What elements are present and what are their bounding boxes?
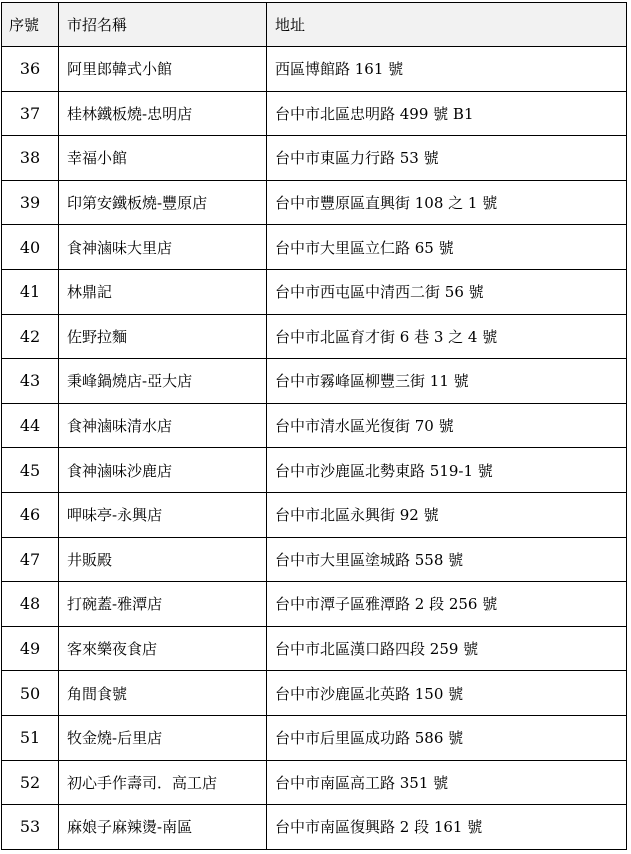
row-store-name: 林鼎記 <box>59 269 267 314</box>
row-store-name: 食神滷味清水店 <box>59 403 267 448</box>
row-store-name: 牧金燒-后里店 <box>59 715 267 760</box>
table-header <box>2 3 627 47</box>
row-serial-number: 37 <box>2 91 59 136</box>
row-store-name: 阿里郎韓式小館 <box>59 47 267 92</box>
row-address: 台中市北區忠明路 499 號 B1 <box>267 91 627 136</box>
row-store-name: 幸福小館 <box>59 136 267 181</box>
row-serial-number: 53 <box>2 805 59 850</box>
row-address: 台中市沙鹿區北勢東路 519-1 號 <box>267 448 627 493</box>
row-serial-number: 51 <box>2 715 59 760</box>
row-address: 台中市北區永興街 92 號 <box>267 492 627 537</box>
row-address: 台中市后里區成功路 586 號 <box>267 715 627 760</box>
row-serial-number: 38 <box>2 136 59 181</box>
row-serial-number: 43 <box>2 359 59 404</box>
row-address: 台中市霧峰區柳豐三街 11 號 <box>267 359 627 404</box>
row-address: 台中市清水區光復街 70 號 <box>267 403 627 448</box>
row-serial-number: 49 <box>2 626 59 671</box>
header-row <box>2 3 627 47</box>
row-address: 台中市東區力行路 53 號 <box>267 136 627 181</box>
row-address: 台中市南區高工路 351 號 <box>267 760 627 805</box>
row-store-name: 秉峰鍋燒店-亞大店 <box>59 359 267 404</box>
table-row <box>2 760 627 805</box>
row-serial-number: 44 <box>2 403 59 448</box>
table-row <box>2 671 627 716</box>
row-serial-number: 39 <box>2 180 59 225</box>
row-serial-number: 50 <box>2 671 59 716</box>
row-address: 台中市西屯區中清西二街 56 號 <box>267 269 627 314</box>
table-row <box>2 403 627 448</box>
row-address: 台中市北區漢口路四段 259 號 <box>267 626 627 671</box>
row-store-name: 打碗蓋-雅潭店 <box>59 582 267 627</box>
table-row <box>2 626 627 671</box>
row-address: 台中市沙鹿區北英路 150 號 <box>267 671 627 716</box>
row-store-name: 井販殿 <box>59 537 267 582</box>
table-row <box>2 47 627 92</box>
row-address: 台中市大里區塗城路 558 號 <box>267 537 627 582</box>
row-serial-number: 45 <box>2 448 59 493</box>
table-row <box>2 582 627 627</box>
table-row <box>2 225 627 270</box>
table-body <box>2 47 627 850</box>
restaurant-list-table <box>1 2 627 850</box>
table-row <box>2 715 627 760</box>
row-serial-number: 48 <box>2 582 59 627</box>
row-store-name: 桂林鐵板燒-忠明店 <box>59 91 267 136</box>
table-row <box>2 359 627 404</box>
row-address: 台中市北區育才街 6 巷 3 之 4 號 <box>267 314 627 359</box>
row-store-name: 角間食號 <box>59 671 267 716</box>
row-store-name: 麻娘子麻辣燙-南區 <box>59 805 267 850</box>
row-serial-number: 47 <box>2 537 59 582</box>
table-row <box>2 537 627 582</box>
header-serial-number: 序號 <box>2 3 59 47</box>
row-serial-number: 52 <box>2 760 59 805</box>
row-store-name: 佐野拉麵 <box>59 314 267 359</box>
row-store-name: 食神滷味大里店 <box>59 225 267 270</box>
table-row <box>2 314 627 359</box>
row-store-name: 客來樂夜食店 <box>59 626 267 671</box>
row-store-name: 呷味亭-永興店 <box>59 492 267 537</box>
row-store-name: 食神滷味沙鹿店 <box>59 448 267 493</box>
table-row <box>2 492 627 537</box>
row-address: 西區博館路 161 號 <box>267 47 627 92</box>
table-row <box>2 448 627 493</box>
row-serial-number: 42 <box>2 314 59 359</box>
header-address: 地址 <box>267 3 627 47</box>
row-address: 台中市豐原區直興街 108 之 1 號 <box>267 180 627 225</box>
header-store-name: 市招名稱 <box>59 3 267 47</box>
row-serial-number: 41 <box>2 269 59 314</box>
table-row <box>2 180 627 225</box>
row-store-name: 印第安鐵板燒-豐原店 <box>59 180 267 225</box>
table-row <box>2 805 627 850</box>
row-store-name: 初心手作壽司．高工店 <box>59 760 267 805</box>
table-row <box>2 136 627 181</box>
row-address: 台中市潭子區雅潭路 2 段 256 號 <box>267 582 627 627</box>
row-serial-number: 46 <box>2 492 59 537</box>
row-serial-number: 40 <box>2 225 59 270</box>
row-serial-number: 36 <box>2 47 59 92</box>
row-address: 台中市大里區立仁路 65 號 <box>267 225 627 270</box>
table-row <box>2 269 627 314</box>
table-row <box>2 91 627 136</box>
row-address: 台中市南區復興路 2 段 161 號 <box>267 805 627 850</box>
